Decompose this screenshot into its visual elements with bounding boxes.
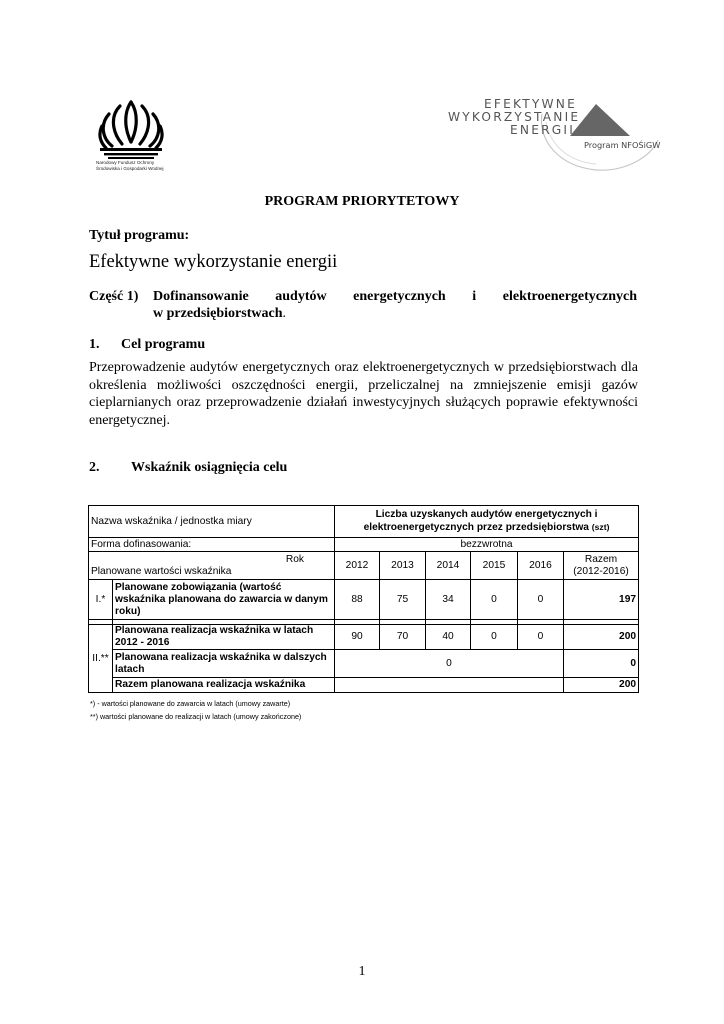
emblem-caption <box>96 160 166 171</box>
row-total: 0 <box>564 650 639 678</box>
section1-body: Przeprowadzenie audytów energetycznych oraz elektroenergetycznych w przedsiębiorstwach dla określenia możliwości oszczędności energii, przeliczalnej na zmniejszenie emisji gazów cieplarnianych oraz przeprowadzenie działań inwestycyjnych służących poprawie efektywności energetycznej. <box>89 360 638 428</box>
row-value: 0 <box>471 625 518 650</box>
row-label: Planowane zobowiązania (wartość wskaźnika planowana do zawarcia w danym roku) <box>113 580 335 620</box>
indicator-name-label: Nazwa wskaźnika / jednostka miary <box>89 506 335 538</box>
part-title-period: . <box>282 306 286 321</box>
row-value: 88 <box>335 580 380 620</box>
row-value-empty <box>335 678 564 693</box>
part-number: Część 1) <box>89 289 139 304</box>
section2-title: Wskaźnik osiągnięcia celu <box>131 460 288 475</box>
footnote: **) wartości planowane do realizacji w latach (umowy zakończone) <box>90 712 302 721</box>
emblem-caption-line: Narodowy Fundusz Ochrony <box>96 160 155 165</box>
section1-title: Cel programu <box>121 337 206 352</box>
total-header <box>564 552 639 580</box>
row-total: 200 <box>564 625 639 650</box>
table-row <box>89 650 639 678</box>
row-value: 0 <box>518 625 564 650</box>
year-header: 2013 <box>380 552 426 580</box>
table-row <box>89 506 639 538</box>
total-label: Razem <box>584 553 618 565</box>
row-label: Planowana realizacja wskaźnika w dalszych latach <box>113 650 335 678</box>
planned-values-label: Planowane wartości wskaźnika <box>91 565 232 577</box>
emblem-graphic <box>96 98 166 160</box>
efektywne-wykorzystanie-energii-logo <box>446 96 660 176</box>
row-value: 0 <box>335 650 564 678</box>
year-header: 2012 <box>335 552 380 580</box>
row-label: Planowana realizacja wskaźnika w latach 2012 - 2016 <box>113 625 335 650</box>
row-value: 70 <box>380 625 426 650</box>
row-total: 197 <box>564 580 639 620</box>
table-row <box>89 580 639 620</box>
logo-program-label: Program NFOŚiGW <box>584 140 661 150</box>
logo-word: ENERGII <box>510 123 576 137</box>
year-header-cell <box>89 552 335 580</box>
year-header: 2015 <box>471 552 518 580</box>
total-range: (2012-2016) <box>573 565 629 577</box>
year-header: 2016 <box>518 552 564 580</box>
row-value: 34 <box>426 580 471 620</box>
emblem-caption-line: Środowiska i Gospodarki Wodnej <box>96 165 164 171</box>
row-id: I.* <box>89 580 113 620</box>
row-total: 200 <box>564 678 639 693</box>
row-value: 75 <box>380 580 426 620</box>
table-row <box>89 625 639 650</box>
row-label: Razem planowana realizacja wskaźnika <box>113 678 335 693</box>
document-heading: PROGRAM PRIORYTETOWY <box>264 194 460 209</box>
indicator-table <box>88 505 639 693</box>
section1-number: 1. <box>89 337 100 352</box>
section2-number: 2. <box>89 460 100 475</box>
row-value: 90 <box>335 625 380 650</box>
footnote: *) - wartości planowane do zawarcia w latach (umowy zawarte) <box>90 699 291 708</box>
program-title-label: Tytuł programu: <box>89 228 190 243</box>
form-label: Forma dofinasowania: <box>89 538 335 552</box>
row-value: 0 <box>471 580 518 620</box>
indicator-name-text: Liczba uzyskanych audytów energetycznych i elektroenergetycznych przez przedsiębiorstwa <box>363 509 598 533</box>
year-header: 2014 <box>426 552 471 580</box>
nfosigw-emblem-logo <box>96 98 166 188</box>
part-title-line2-text: w przedsiębiorstwach <box>153 306 283 321</box>
year-label: Rok <box>285 553 305 565</box>
form-value: bezzwrotna <box>335 538 639 552</box>
program-title: Efektywne wykorzystanie energii <box>89 252 338 272</box>
table-row <box>89 552 639 580</box>
indicator-unit: (szt) <box>591 522 610 532</box>
table-row <box>89 678 639 693</box>
row-id: II.** <box>89 625 113 693</box>
row-value: 40 <box>426 625 471 650</box>
row-value: 0 <box>518 580 564 620</box>
part-title-line2 <box>153 305 286 322</box>
indicator-name-value <box>335 506 639 538</box>
logo-word: EFEKTYWNE <box>484 97 578 111</box>
table-row <box>89 538 639 552</box>
part-title-line1: Dofinansowanie audytów energetycznych i elektroenergetycznych <box>153 289 637 304</box>
logo-word: WYKORZYSTANIE <box>448 110 581 124</box>
page-number: 1 <box>358 964 366 979</box>
